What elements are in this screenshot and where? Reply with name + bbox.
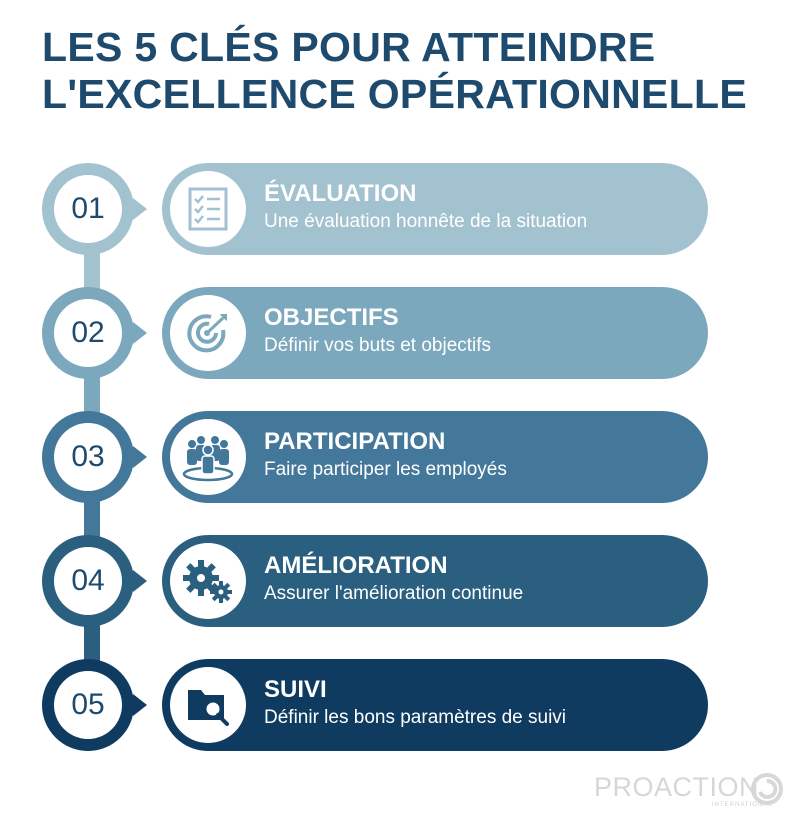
step-number-badge xyxy=(42,535,134,627)
step-evaluation xyxy=(42,163,712,255)
proaction-logo xyxy=(594,772,794,812)
step-card xyxy=(162,163,708,255)
step-pointer xyxy=(133,198,147,220)
step-heading: ÉVALUATION xyxy=(264,180,417,207)
step-card xyxy=(162,411,708,503)
step-number-badge xyxy=(42,659,134,751)
checklist-icon xyxy=(170,171,246,247)
step-number-badge xyxy=(42,163,134,255)
folder-search-icon xyxy=(170,667,246,743)
step-card xyxy=(162,535,708,627)
team-icon xyxy=(170,419,246,495)
step-number-badge xyxy=(42,411,134,503)
step-description: Assurer l'amélioration continue xyxy=(264,583,524,604)
logo-name: PROACTION xyxy=(594,772,760,802)
step-amelioration xyxy=(42,535,712,627)
step-pointer xyxy=(133,570,147,592)
step-description: Définir vos buts et objectifs xyxy=(264,335,492,356)
step-number: 05 xyxy=(54,671,122,739)
step-description: Faire participer les employés xyxy=(264,459,507,480)
step-pointer xyxy=(133,322,147,344)
page-title xyxy=(42,24,782,118)
step-heading: PARTICIPATION xyxy=(264,428,446,455)
step-card xyxy=(162,659,708,751)
step-number: 04 xyxy=(54,547,122,615)
gears-icon xyxy=(170,543,246,619)
step-heading: AMÉLIORATION xyxy=(264,552,448,579)
title-line-1: LES 5 CLÉS POUR ATTEINDRE xyxy=(42,24,656,70)
step-pointer xyxy=(133,694,147,716)
step-card xyxy=(162,287,708,379)
step-number: 02 xyxy=(54,299,122,367)
title-line-2: L'EXCELLENCE OPÉRATIONNELLE xyxy=(42,71,748,117)
step-number-badge xyxy=(42,287,134,379)
step-suivi xyxy=(42,659,712,751)
step-objectifs xyxy=(42,287,712,379)
step-description: Définir les bons paramètres de suivi xyxy=(264,707,567,728)
step-pointer xyxy=(133,446,147,468)
step-participation xyxy=(42,411,712,503)
target-icon xyxy=(170,295,246,371)
step-number: 01 xyxy=(54,175,122,243)
step-heading: OBJECTIFS xyxy=(264,304,399,331)
step-number: 03 xyxy=(54,423,122,491)
step-heading: SUIVI xyxy=(264,676,327,703)
logo-subtitle: INTERNATIONAL xyxy=(712,802,773,808)
logo-swirl-icon xyxy=(750,772,784,806)
step-description: Une évaluation honnête de la situation xyxy=(264,211,588,232)
